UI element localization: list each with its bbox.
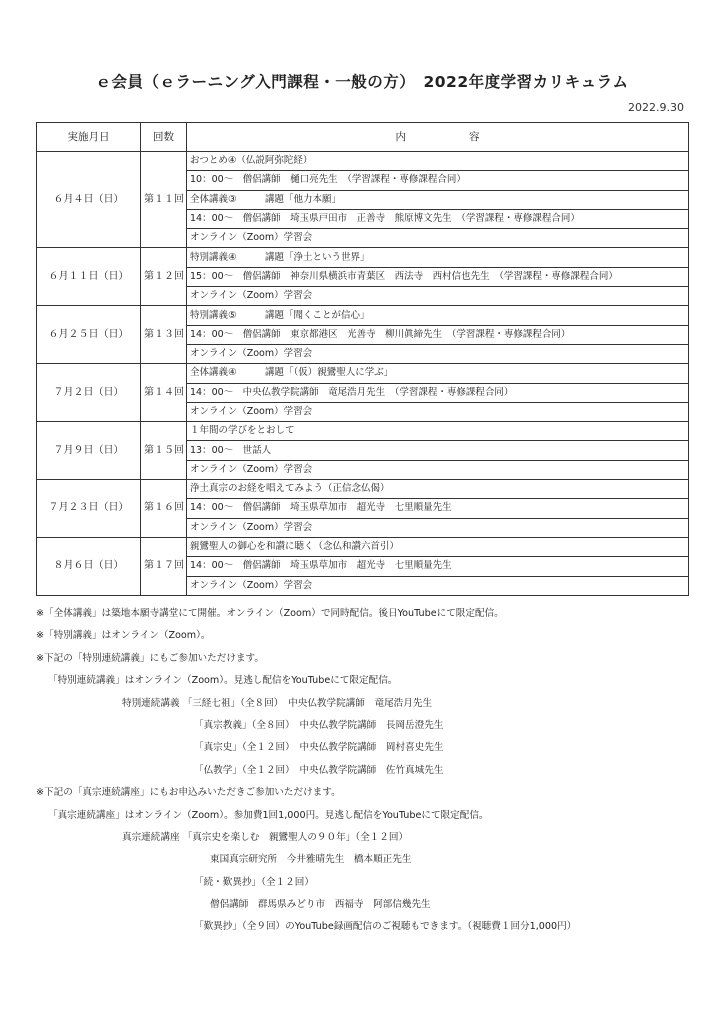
session-content: 特別講義⑤ 講題「聞くことが信心」 (187, 306, 689, 325)
header-date: 実施月日 (37, 123, 141, 152)
header-session-number: 回数 (141, 123, 187, 152)
note-line: ※下記の「真宗連続講座」にもお申込みいただきご参加いただけます。 (36, 787, 341, 799)
session-content: おつとめ④（仏説阿弥陀経） (187, 152, 689, 171)
note-line: 「真宗教義」（全８回） 中央仏教学院講師 長岡岳澄先生 (194, 719, 444, 731)
session-content: 特別講義④ 講題「浄土という世界」 (187, 248, 689, 267)
session-content: オンライン（Zoom）学習会 (187, 460, 689, 479)
note-line: 「真宗連続講座」はオンライン（Zoom）。参加費1回1,000円。見逃し配信をYouTubeにて限定配信。 (48, 809, 489, 821)
session-content: 親鸞聖人の御心を和讃に聴く（念仏和讃六首引） (187, 537, 689, 556)
session-date: ７月２日（日） (37, 364, 141, 422)
session-content: 14：00～ 僧侶講師 埼玉県草加市 超光寺 七里順量先生 (187, 499, 689, 518)
table-row (37, 480, 689, 499)
session-content: 14：00～ 中央仏教学院講師 竜尾浩月先生 （学習課程・専修課程合同） (187, 383, 689, 402)
note-line: ※「特別講義」はオンライン（Zoom）。 (36, 630, 211, 642)
table-row (37, 422, 689, 441)
session-content: 全体講義③ 講題「他力本願」 (187, 190, 689, 209)
header-content: 内 容 (187, 123, 689, 152)
session-content: オンライン（Zoom）学習会 (187, 229, 689, 248)
curriculum-table-body (37, 152, 689, 596)
session-date: ６月１１日（日） (37, 248, 141, 306)
note-line: 「特別連続講義」はオンライン（Zoom）。見逃し配信をYouTubeにて限定配信。 (48, 675, 398, 687)
page-title: ｅ会員（ｅラーニング入門課程・一般の方） 2022年度学習カリキュラム (95, 73, 629, 91)
notes-section (36, 603, 696, 939)
session-content: 15：00～ 僧侶講師 神奈川県横浜市青葉区 西法寺 西村信也先生 （学習課程・専修課程合同） (187, 267, 689, 286)
session-content: １年間の学びをとおして (187, 422, 689, 441)
session-number: 第１７回 (141, 537, 187, 595)
note-line: 特別連続講義 「三経七祖」（全８回） 中央仏教学院講師 竜尾浩月先生 (122, 697, 433, 709)
note-line: 僧侶講師 群馬県みどり市 西福寺 阿部信幾先生 (210, 899, 431, 911)
note-line: 「続・歎異抄」（全１２回） (194, 876, 314, 888)
session-number: 第１２回 (141, 248, 187, 306)
session-content: 10：00～ 僧侶講師 樋口亮先生 （学習課程・専修課程合同） (187, 171, 689, 190)
table-row (37, 152, 689, 171)
note-line: 「歎異抄」（全９回）のYouTube録画配信のご視聴もできます。（視聴費１回分1,000円） (194, 921, 577, 933)
session-content: オンライン（Zoom）学習会 (187, 344, 689, 363)
session-number: 第１１回 (141, 152, 187, 248)
session-date: ６月４日（日） (37, 152, 141, 248)
table-row (37, 537, 689, 556)
session-date: ８月６日（日） (37, 537, 141, 595)
session-content: 14：00～ 僧侶講師 東京都港区 光善寺 柳川眞締先生 （学習課程・専修課程合同） (187, 325, 689, 344)
session-number: 第１４回 (141, 364, 187, 422)
note-line: 真宗連続講座 「真宗史を楽しむ 親鸞聖人の９０年」（全１２回） (122, 831, 409, 843)
session-content: オンライン（Zoom）学習会 (187, 402, 689, 421)
session-content: オンライン（Zoom）学習会 (187, 576, 689, 595)
session-content: オンライン（Zoom）学習会 (187, 287, 689, 306)
session-content: オンライン（Zoom）学習会 (187, 518, 689, 537)
table-row (37, 364, 689, 383)
session-number: 第１３回 (141, 306, 187, 364)
session-content: 14：00～ 僧侶講師 埼玉県草加市 超光寺 七里順量先生 (187, 557, 689, 576)
issue-date: 2022.9.30 (628, 101, 684, 114)
session-date: ７月９日（日） (37, 422, 141, 480)
curriculum-table (36, 122, 689, 596)
table-row (37, 248, 689, 267)
session-date: ７月２３日（日） (37, 480, 141, 538)
session-number: 第１５回 (141, 422, 187, 480)
table-row (37, 306, 689, 325)
note-line: 東国真宗研究所 今井雅晴先生 橋本順正先生 (210, 854, 412, 866)
session-content: 13：00～ 世話人 (187, 441, 689, 460)
session-date: ６月２５日（日） (37, 306, 141, 364)
session-content: 14：00～ 僧侶講師 埼玉県戸田市 正善寺 熊原博文先生 （学習課程・専修課程合同） (187, 209, 689, 228)
session-content: 浄土真宗のお経を唱えてみよう（正信念仏偈） (187, 480, 689, 499)
note-line: ※「全体講義」は築地本願寺講堂にて開催。オンライン（Zoom）で同時配信。後日YouTubeにて限定配信。 (36, 608, 504, 619)
note-line: ※下記の「特別連続講義」にもご参加いただけます。 (36, 652, 264, 664)
table-header-row (37, 123, 689, 152)
session-number: 第１６回 (141, 480, 187, 538)
session-content: 全体講義④ 講題「（仮）親鸞聖人に学ぶ」 (187, 364, 689, 383)
note-line: 「仏教学」（全１２回） 中央仏教学院講師 佐竹真城先生 (194, 764, 444, 776)
note-line: 「真宗史」（全１２回） 中央仏教学院講師 岡村喜史先生 (194, 742, 444, 754)
